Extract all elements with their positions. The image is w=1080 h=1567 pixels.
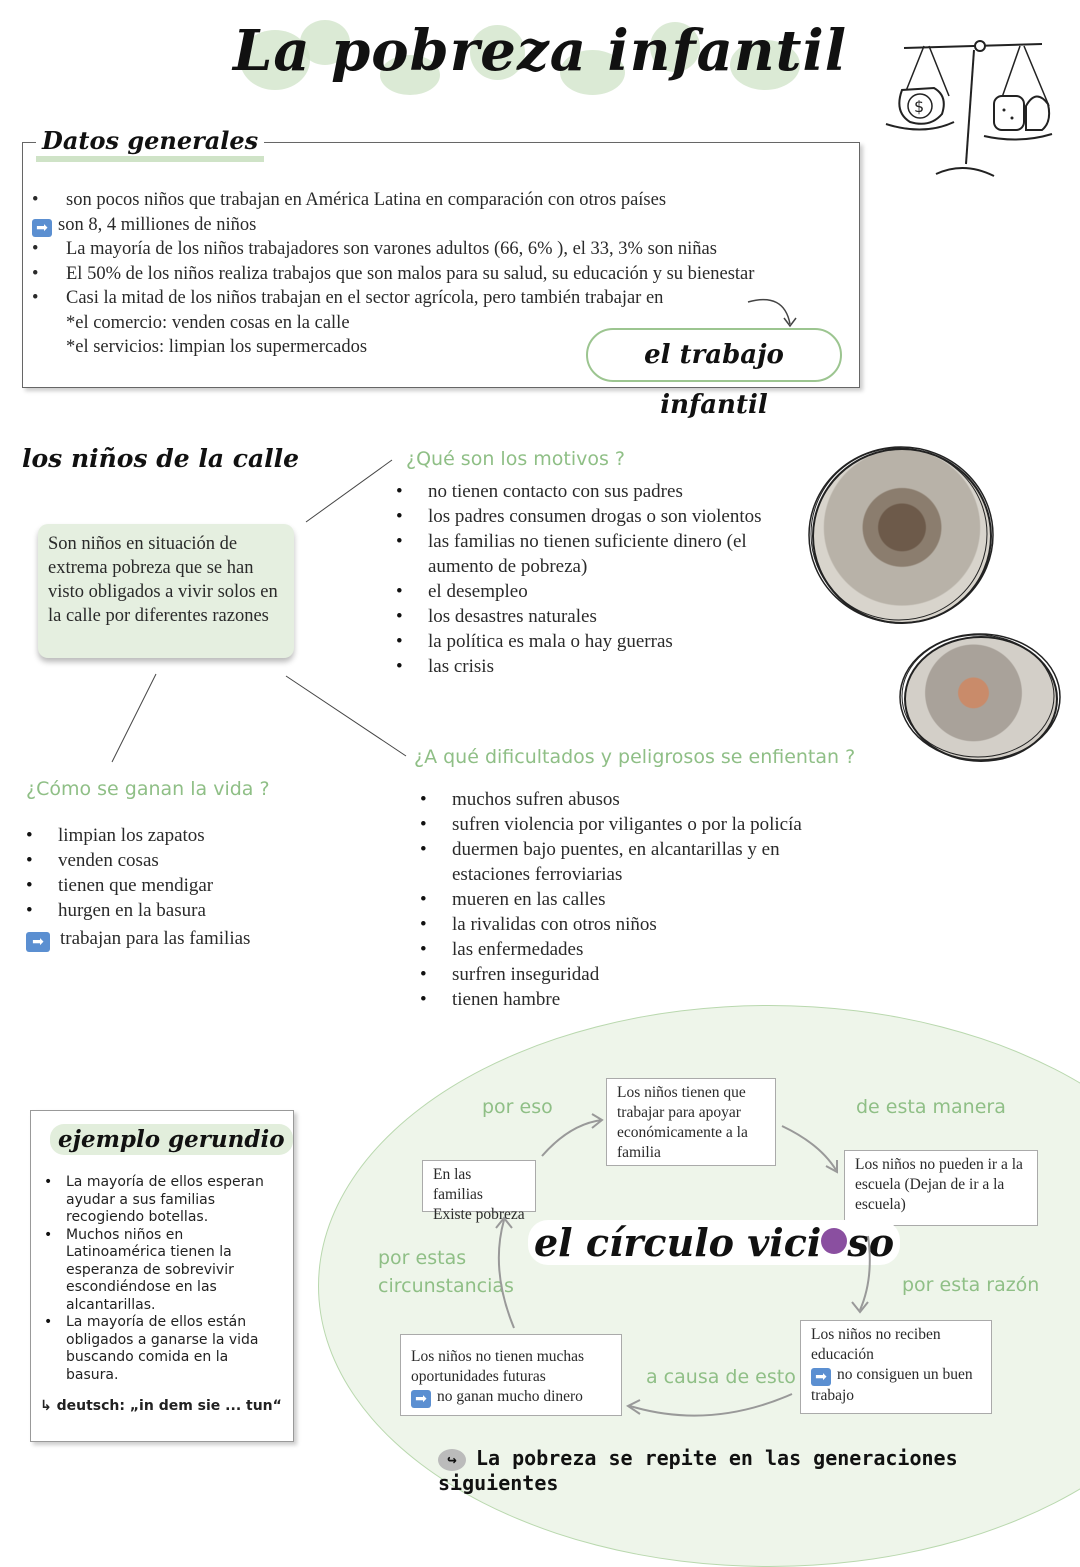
- arrow-right-icon: ➡: [26, 932, 50, 952]
- scribble-circle: [896, 630, 1064, 764]
- motives-list: [392, 479, 802, 679]
- list-item: • duermen bajo puentes, en alcantarillas y en estaciones ferroviarias: [416, 837, 856, 887]
- box-no-education-text: Los niños no reciben educación: [811, 1326, 941, 1363]
- livelihood-result-text: trabajan para las familias: [60, 928, 251, 949]
- list-item: • surfren inseguridad: [416, 962, 856, 987]
- list-item: • las enfermedades: [416, 937, 856, 962]
- conclusion-text: La pobreza se repite en las generaciones siguientes: [438, 1446, 958, 1495]
- gerund-example-list: [40, 1174, 278, 1384]
- box-no-education-result: no consiguen un buen trabajo: [811, 1366, 973, 1404]
- livelihood-heading: ¿Cómo se ganan la vida ?: [26, 778, 270, 800]
- general-line: son pocos niños que trabajan en América Latina en comparación con otros países: [66, 190, 667, 210]
- connector-a-causa: a causa de esto: [646, 1366, 796, 1388]
- german-note: ↳ deutsch: „in dem sie ... tun“: [40, 1398, 282, 1414]
- general-line: *el comercio: venden cosas en la calle: [66, 312, 350, 333]
- list-item: • La mayoría de ellos están obligados a ganarse la vida buscando comida en la basura.: [40, 1314, 278, 1384]
- child-labor-cloud: el trabajo infantil: [586, 328, 842, 382]
- bread-icon: [990, 86, 1054, 136]
- connector-de-esta-manera: de esta manera: [856, 1096, 1006, 1118]
- list-item: • venden cosas: [22, 848, 322, 873]
- money-bag-icon: [890, 72, 954, 128]
- motives-heading: ¿Qué son los motivos ?: [406, 448, 626, 470]
- svg-text:$: $: [914, 97, 925, 116]
- arrow-right-icon: ➡: [32, 219, 52, 237]
- list-item: • muchos sufren abusos: [416, 787, 856, 812]
- general-line: El 50% de los niños realiza trabajos que son malos para su salud, su educación y su bienestar: [66, 263, 755, 284]
- general-line: son 8, 4 milliones de niños: [58, 214, 257, 235]
- list-item: • la rivalidas con otros niños: [416, 912, 856, 937]
- gerund-example-heading: ejemplo gerundio: [50, 1124, 293, 1155]
- general-line: La mayoría de los niños trabajadores son varones adultos (66, 6% ), el 33, 3% son niñas: [66, 239, 717, 259]
- arrow-right-icon: ➡: [811, 1368, 831, 1386]
- list-item: • Muchos niños en Latinoamérica tienen la esperanza de sobrevivir escondiéndose en las alcantarillas.: [40, 1227, 278, 1315]
- vicious-circle-title-b: so: [847, 1220, 895, 1265]
- list-item: • tienen hambre: [416, 987, 856, 1012]
- livelihood-list: [22, 823, 322, 923]
- list-item: • limpian los zapatos: [22, 823, 322, 848]
- street-children-heading: los niños de la calle: [22, 444, 300, 473]
- connector-por-esta-razon: por esta razón: [902, 1274, 1040, 1296]
- scribble-circle: [804, 442, 998, 628]
- box-no-school: Los niños no pueden ir a la escuela (Dejan de ir a la escuela): [844, 1150, 1038, 1226]
- connector-lines: [100, 456, 420, 766]
- vicious-circle-title-a: el círculo vici: [534, 1220, 822, 1265]
- list-item: • no tienen contacto con sus padres: [392, 479, 802, 504]
- general-data-text: • son pocos niños que trabajan en América Latina en comparación con otros países ➡ son 8, 4 milliones de niños • La mayoría de los niños trabajadores son varones adultos (66, 6% ), el 33, 3% son niñas • El 50% de los niños realiza trabajos que son malos para su salud, su educación y su bienestar • Casi la mitad de los niños trabajan en el sector agrícola, pero también trabajar en *el comercio: venden cosas en la calle *el servicios: limpian los supermercados: [32, 188, 852, 360]
- list-item: • hurgen en la basura: [22, 898, 322, 923]
- arrow-right-icon: ➡: [411, 1390, 431, 1408]
- connector-por-estas: por estas circunstancias: [378, 1247, 514, 1297]
- general-data-heading: Datos generales: [36, 126, 264, 162]
- list-item: • los desastres naturales: [392, 604, 802, 629]
- list-item: • las crisis: [392, 654, 802, 679]
- list-item: • mueren en las calles: [416, 887, 856, 912]
- box-no-opportunities-result: no ganan mucho dinero: [437, 1388, 583, 1405]
- list-item: • la política es mala o hay guerras: [392, 629, 802, 654]
- box-no-opportunities-text: Los niños no tienen muchas oportunidades futuras: [411, 1348, 585, 1385]
- box-must-work: Los niños tienen que trabajar para apoyar económicamente a la familia: [606, 1078, 776, 1166]
- page-title: La pobreza infantil: [232, 18, 848, 84]
- list-item: • tienen que mendigar: [22, 873, 322, 898]
- box-poverty: En las familias Existe pobreza: [422, 1160, 536, 1212]
- list-item: • sufren violencia por viligantes o por la policía: [416, 812, 856, 837]
- dangers-list: [416, 787, 856, 1012]
- german-note-text: deutsch: „in dem sie ... tun“: [56, 1398, 282, 1414]
- connector-por-eso: por eso: [482, 1096, 553, 1118]
- conclusion: [438, 1446, 1080, 1495]
- list-item: • los padres consumen drogas o son violentos: [392, 504, 802, 529]
- list-item: • La mayoría de ellos esperan ayudar a sus familias recogiendo botellas.: [40, 1174, 278, 1227]
- list-item: • el desempleo: [392, 579, 802, 604]
- definition-box: Son niños en situación de extrema pobreza que se han visto obligados a vivir solos en la calle por diferentes razones: [38, 524, 294, 658]
- curved-arrow-icon: [744, 292, 804, 332]
- general-line: *el servicios: limpian los supermercados: [66, 337, 368, 357]
- general-line: Casi la mitad de los niños trabajan en el sector agrícola, pero también trabajar en: [66, 288, 664, 308]
- cycle-arrows: [480, 1110, 900, 1430]
- return-arrow-icon: ↪: [438, 1449, 466, 1471]
- livelihood-result: [26, 926, 250, 952]
- dangers-heading: ¿A qué dificultados y peligrosos se enfientan ?: [414, 746, 856, 768]
- list-item: • las familias no tienen suficiente dinero (el aumento de pobreza): [392, 529, 802, 579]
